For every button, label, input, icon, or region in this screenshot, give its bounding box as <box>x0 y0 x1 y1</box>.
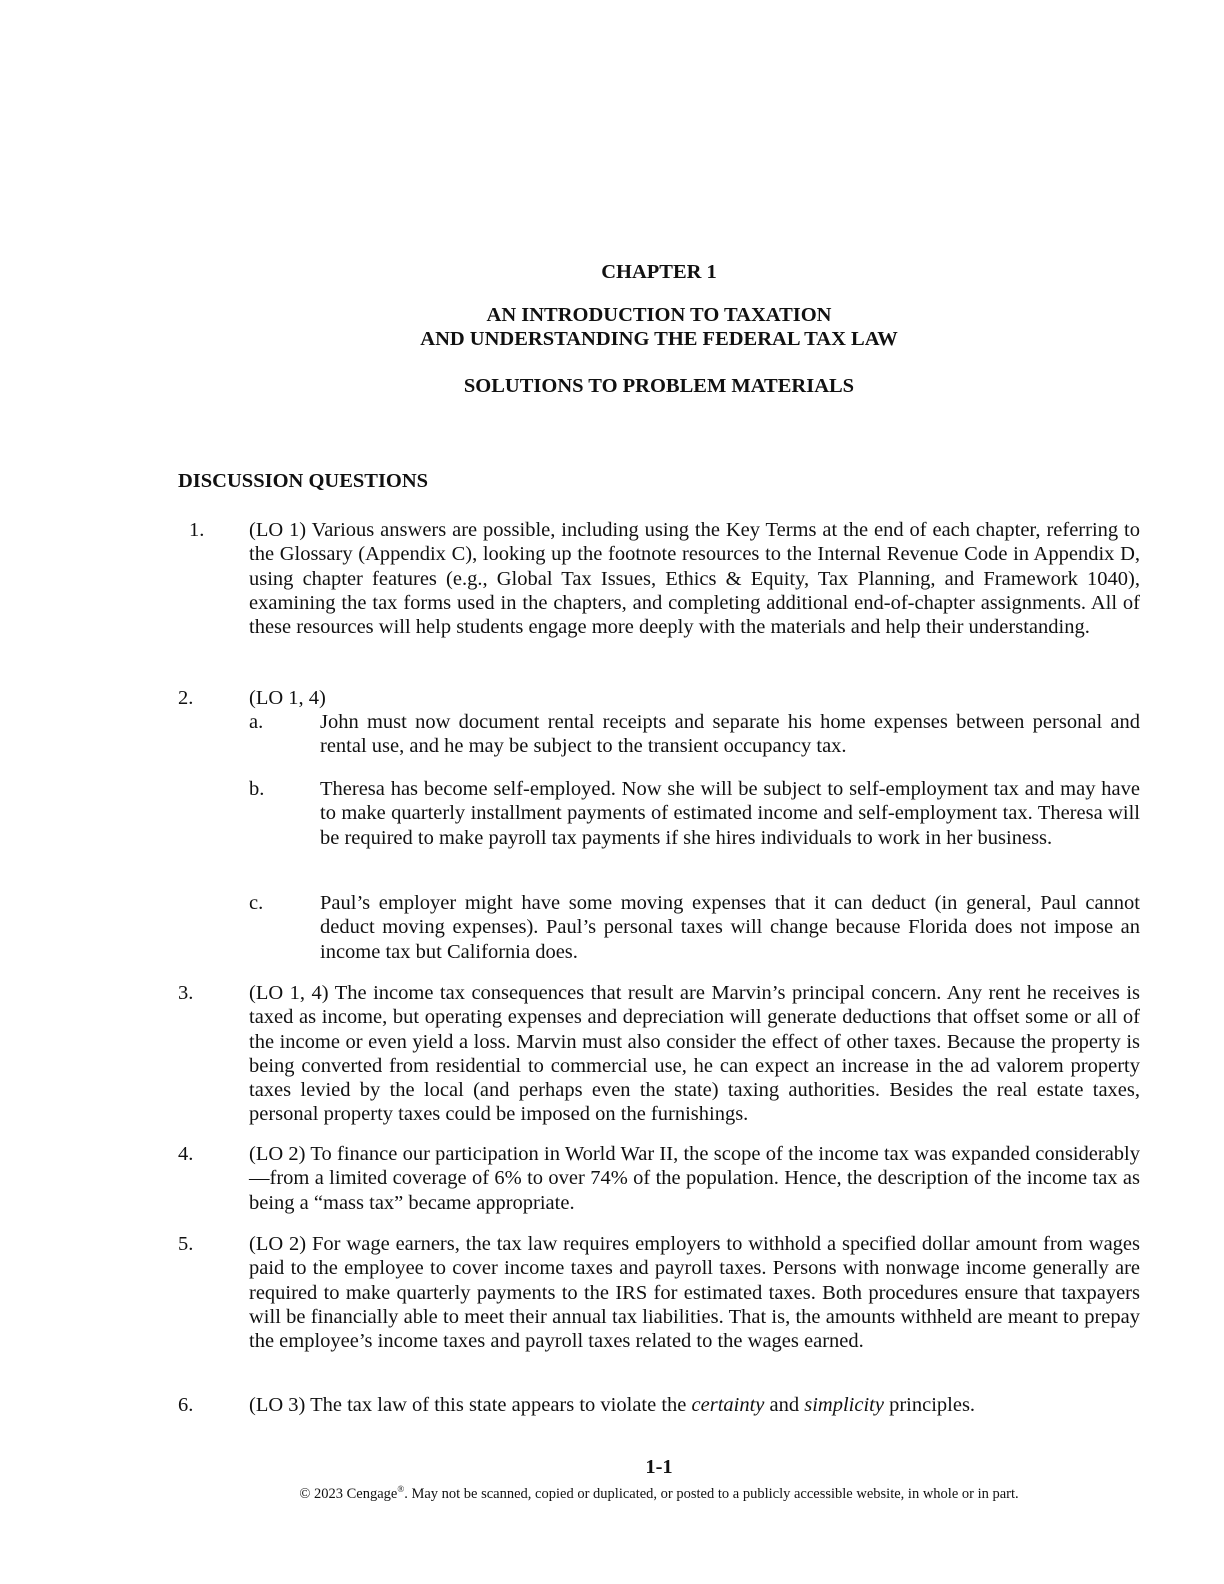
question-text-mid: and <box>764 1394 805 1416</box>
question-number: 1. <box>189 519 205 541</box>
question-number: 3. <box>178 982 194 1004</box>
discussion-questions-heading: DISCUSSION QUESTIONS <box>178 470 429 492</box>
copyright-suffix: . May not be scanned, copied or duplicated, or posted to a publicly accessible website, in whole or in part. <box>404 1485 1019 1502</box>
question-text: (LO 1) Various answers are possible, including using the Key Terms at the end of each chapter, referring to the Glossary (Appendix C), looking up the footnote resources to the Internal Revenue Code in Appendix D, using chapter features (e.g., Global Tax Issues, Ethics & Equity, Tax Planning, and Framework 1040), examining the tax forms used in the chapters, and completing additional end-of-chapter assignments. All of these resources will help students engage more deeply with the materials and help their understanding. <box>249 519 1140 639</box>
part-letter: a. <box>249 711 264 733</box>
chapter-title-line-1: AN INTRODUCTION TO TAXATION <box>486 304 832 326</box>
chapter-heading: CHAPTER 1 <box>601 261 717 283</box>
part-letter: c. <box>249 892 264 914</box>
emphasis-certainty: certainty <box>691 1394 765 1416</box>
question-text: (LO 2) For wage earners, the tax law requires employers to withhold a specified dollar amount from wages paid to the employee to cover income taxes and payroll taxes. Persons with nonwage income generally are required to make quarterly payments to the IRS for estimated taxes. Both procedures ensure that taxpayers will be financially able to meet their annual tax liabilities. That is, the amounts withheld are meant to prepay the employee’s income taxes and payroll taxes related to the wages earned. <box>249 1233 1140 1353</box>
part-letter: b. <box>249 778 265 800</box>
question-text <box>249 1393 1140 1417</box>
page-number: 1-1 <box>645 1456 673 1478</box>
question-number: 2. <box>178 687 194 709</box>
question-text-suffix: principles. <box>883 1394 976 1416</box>
question-text: (LO 1, 4) The income tax consequences that result are Marvin’s principal concern. Any rent he receives is taxed as income, but operating expenses and depreciation will generate deductions that offset some or all of the income or even yield a loss. Marvin must also consider the effect of other taxes. Because the property is being converted from residential to commercial use, he can expect an increase in the ad valorem property taxes levied by the local (and perhaps even the state) taxing authorities. Besides the real estate taxes, personal property taxes could be imposed on the furnishings. <box>249 982 1140 1126</box>
question-number: 4. <box>178 1143 194 1165</box>
question-number: 5. <box>178 1233 194 1255</box>
part-text: Theresa has become self-employed. Now she will be subject to self-employment tax and may have to make quarterly installment payments of estimated income and self-employment tax. Theresa will be required to make payroll tax payments if she hires individuals to work in her business. <box>320 778 1140 849</box>
copyright-notice <box>0 1480 1224 1503</box>
emphasis-simplicity: simplicity <box>804 1394 884 1416</box>
part-text: John must now document rental receipts and separate his home expenses between personal and rental use, and he may be subject to the transient occupancy tax. <box>320 711 1140 758</box>
question-text-prefix: (LO 3) The tax law of this state appears to violate the <box>249 1394 692 1416</box>
solutions-heading: SOLUTIONS TO PROBLEM MATERIALS <box>463 375 855 397</box>
registered-mark: ® <box>397 1484 405 1494</box>
question-text: (LO 1, 4) <box>249 687 326 709</box>
chapter-title-line-2: AND UNDERSTANDING THE FEDERAL TAX LAW <box>420 328 898 350</box>
question-text: (LO 2) To finance our participation in World War II, the scope of the income tax was expanded considerably—from a limited coverage of 6% to over 74% of the population. Hence, the description of the income tax as being a “mass tax” became appropriate. <box>249 1143 1140 1214</box>
copyright-prefix: © 2023 Cengage <box>299 1485 398 1502</box>
part-text: Paul’s employer might have some moving expenses that it can deduct (in general, Paul cannot deduct moving expenses). Paul’s personal taxes will change because Florida does not impose an income tax but California does. <box>320 892 1140 963</box>
question-number: 6. <box>178 1394 194 1416</box>
